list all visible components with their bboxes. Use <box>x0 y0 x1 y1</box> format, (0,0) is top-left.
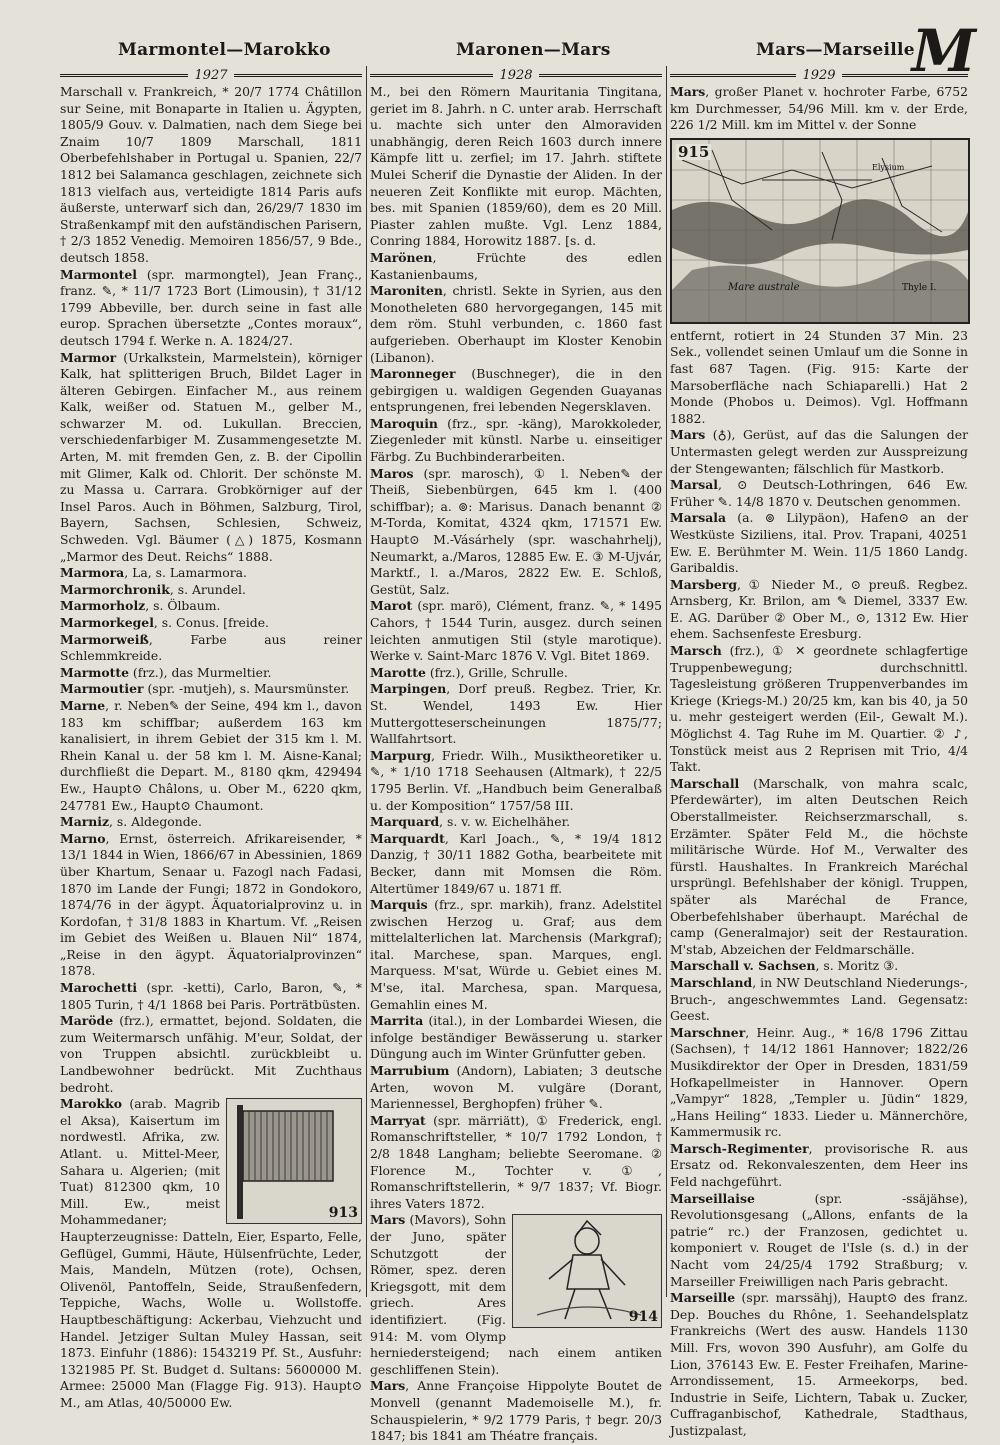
headword: Marschland <box>670 974 753 990</box>
headword: Marrita <box>370 1013 424 1029</box>
column-number-text: 1927 <box>194 67 228 83</box>
entry-marokko-cont: M., bei den Römern Mauritania Tingitana, geriet im 8. Jahrh. n C. unter arab. Herrschaft u. machte sich unter den Almoraviden unabhängig, deren Reich 1603 durch innere Kämpfe litt u. zerfiel; im 17. Jahrh. stiftete Mulei Scherif die Dynastie der Aliden. In der neueren Zeit Konflikte mit europ. Mächten, bes. mit Spanien (1859/60), dem es 20 Mill. Piaster zahlen mußte. Vgl. Lenz 1884, Conring 1884, Horowitz 1887. [s. d. <box>370 84 662 249</box>
entry-marryat: Marryat (spr. märriätt), ① Frederick, engl. Romanschriftsteller, * 10/7 1792 London, † 2/8 1848 Langham; beliebte Seeromane. ② Florence M., Tochter v. ①, Romanschriftstellerin, * 9/7 1837; Vf. Biogr. ihres Vaters 1872. <box>370 1112 662 1211</box>
entry-maroniten: Maroniten, christl. Sekte in Syrien, aus den Monotheleten 680 hervorgegangen, 145 mit dem röm. Stuhl verbunden, c. 1860 fast aufgerieben. Oberhaupt im Kloster Kenobin (Libanon). <box>370 283 662 365</box>
flag-figure <box>226 1098 362 1224</box>
entry-marsal: Marsal, ⊙ Deutsch-Lothringen, 646 Ew. Früher ✎. 14/8 1870 v. Deutschen genommen. <box>670 477 968 509</box>
headword: Maroquin <box>370 415 438 431</box>
entry-mars-nautical: Mars (♁), Gerüst, auf das die Salungen der Untermasten gelegt werden zur Ausspreizung der Stengewanten; fälschlich für Mastkorb. <box>670 427 968 476</box>
headword: Marquis <box>370 897 428 913</box>
running-head-right: Mars—Marseille <box>756 40 915 60</box>
text-column-1 <box>60 84 362 1410</box>
entry-marsch-regimenter: Marsch-Regimenter, provisorische R. aus Ersatz od. Rekonvaleszenten, dem Heer ins Feld nachgeführt. <box>670 1140 968 1190</box>
section-letter: M <box>911 17 976 85</box>
entry-mars-actress: Mars, Anne Françoise Hippolyte Boutet de Monvell (genannt Mademoiselle M.), fr. Schauspielerin, * 9/2 1779 Paris, † begr. 20/3 1847; bis 1841 am Théatre français. <box>370 1378 662 1444</box>
entry-marquis: Marquis (frz., spr. markih), franz. Adelstitel zwischen Herzog u. Graf; aus dem mittelalterlichen lat. Marchensis (Markgraf); ital. Marchese, span. Marques, engl. Marquess. M'sat, Würde u. Gebiet eines M. M'se, ital. Marchesa, span. Marquesa, Gemahlin eines M. <box>370 897 662 1012</box>
headword: Marschner <box>670 1024 746 1040</box>
text-column-3 <box>670 84 968 1438</box>
entry-marokko: Marokko (arab. Magrib el Aksa), Kaisertum im nordwestl. Afrika, zw. Atlant. u. Mittel-Meer, Sahara u. Algerien; (mit Tuat) 812300 qkm, 10 Mill. Ew., meist Mohammedaner; Haupterzeugnisse: Datteln, Eier, Esparto, Felle, Geflügel, Gummi, Häute, Hülsenfrüchte, Leder, Mais, Mandeln, Mützen (rote), Ochsen, Olivenöl, Pantoffeln, Seide, Straußenfedern, Teppiche, Wachs, Wolle u. Wollstoffe. Hauptbeschäftigung: Ackerbau, Viehzucht und Handel. Jetziger Sultan Muley Hassan, seit 1873. Einfuhr (1886): 1543219 Pf. St., Ausfuhr: 1321985 Pf. St. Budget d. Sultans: 5600000 M. Armee: 25000 Man (Flagge Fig. 913). Haupt⊙ M., am Atlas, 40/50000 Ew. <box>60 1096 362 1410</box>
entry-marmorholz: Marmorholz, s. Ölbaum. <box>60 598 221 614</box>
entry-marquardt: Marquardt, Karl Joach., ✎, * 19/4 1812 Danzig, † 30/11 1882 Gotha, bearbeitete mit Becker, dann mit Momsen die Röm. Altertümer 1849/67 u. 1871 ff. <box>370 830 662 896</box>
map-label-mare-australe: Mare australe <box>728 281 800 293</box>
headword: Marot <box>370 598 413 614</box>
entry-marmorweiss: Marmorweiß, Farbe aus reiner Schlemmkreide. <box>60 631 362 664</box>
entry-marmorchronik: Marmorchronik, s. Arundel. <box>60 581 246 597</box>
entry-marseille: Marseille (spr. marssähj), Haupt⊙ des franz. Dep. Bouches du Rhône, 1. Seehandelsplatz Frankreichs (Wert des ausw. Handels 1130 Mill. Frs, wovon 390 Ausfuhr), am Golfe du Lion, 376143 Ew. E. Fester Freihafen, Marine-Arrondissement, 15. Armeekorps, bed. Industrie in Seife, Lichtern, Tabak u. Zucker, Cuffraganbischof, Kathedrale, Stadthaus, Justizpalast, <box>670 1290 968 1438</box>
headword: Marryat <box>370 1112 426 1128</box>
entry-marmont-cont: Marschall v. Frankreich, * 20/7 1774 Châtillon sur Seine, mit Bonaparte in Italien u. Ägypten, 1805/9 Gouv. v. Dalmatien, nach dem Siege bei Znaim 10/7 1809 Marschall, 1811 Oberbefehlshaber in Portugal u. Spanien, 22/7 1812 bei Salamanca geschlagen, zeichnete sich 1813 vielfach aus, verteidigte 1814 Paris aufs äußerste, unterwarf sich dan, 26/29/7 1830 im Straßenkampf mit den aufständischen Parisern, † 2/3 1852 Venedig. Memoiren 1856/57, 9 Bde., deutsch 1858. <box>60 84 362 265</box>
headword: Marochetti <box>60 980 138 996</box>
entry-marne: Marne, r. Neben✎ der Seine, 494 km l., davon 183 km schiffbar; außerdem 163 km kanalisiert, in ihrem Gebiet der 315 km l. M. Rhein Kanal u. der 58 km l. M. Aisne-Kanal; durchfließt die Depart. M., 8180 qkm, 429494 Ew., Haupt⊙ Châlons, u. Ober M., 6220 qkm, 247781 Ew., Haupt⊙ Chaumont. <box>60 697 362 813</box>
headword: Marokko <box>60 1096 122 1112</box>
headword: Marönen <box>370 249 433 265</box>
headword: Mars <box>670 84 706 99</box>
headword: Marmontel <box>60 266 137 282</box>
entry-marochetti: Marochetti (spr. -ketti), Carlo, Baron, ✎, * 1805 Turin, † 4/1 1868 bei Paris. Porträtbüsten. <box>60 980 362 1012</box>
entry-marquard: Marquard, s. v. w. Eichelhäher. <box>370 814 571 830</box>
running-head-left: Marmontel—Marokko <box>118 40 331 60</box>
entry-marschner: Marschner, Heinr. Aug., * 16/8 1796 Zittau (Sachsen), † 14/12 1861 Hannover; 1822/26 Musikdirektor der Oper in Dresden, 1831/59 Hofkapellmeister in Hannover. Opern „Vampyr“ 1828, „Templer u. Jüdin“ 1829, „Hans Heiling“ 1833. Lieder u. Männerchöre, Kammermusik rc. <box>670 1024 968 1140</box>
headword: Marno <box>60 830 106 846</box>
entry-mars-planet-cont: entfernt, rotiert in 24 Stunden 37 Min. 23 Sek., vollendet seinen Umlauf um die Sonne in fast 687 Tagen. (Fig. 915: Karte der Marsoberfläche nach Schiaparelli.) Hat 2 Monde (Phobos u. Deimos). Vgl. Hoffmann 1882. <box>670 327 968 426</box>
headword: Marseillaise <box>670 1190 755 1206</box>
column-number-text: 1928 <box>499 67 533 83</box>
headword: Marschall <box>670 775 740 791</box>
column-number-text: 1929 <box>802 67 836 83</box>
entry-marode: Maröde (frz.), ermattet, bejond. Soldaten, die zum Weitermarsch unfähig. M'eur, Soldat, der von Truppen absichtl. zurückbleibt u. Landbewohner bedrückt. Mit Zuchthaus bedroht. <box>60 1013 362 1095</box>
text-column-2 <box>370 84 662 1444</box>
headword: Marotte <box>370 664 426 680</box>
entry-marot: Marot (spr. marö), Clément, franz. ✎, * 1495 Cahors, † 1544 Turin, ausgez. durch seinen leichten anmutigen Stil (style marotique). Werke v. Saint-Marc 1876 V. Vgl. Bitet 1869. <box>370 598 662 664</box>
headword: Maronneger <box>370 366 456 382</box>
headword: Marsal <box>670 477 718 493</box>
headword: Marmorweiß <box>60 631 149 647</box>
entry-maroquin: Maroquin (frz., spr. -käng), Marokkoleder, Ziegenleder mit künstl. Narbe u. einseitiger Färbg. Zu Buchbinderarbeiten. <box>370 415 662 465</box>
entry-marmotte: Marmotte (frz.), das Murmeltier. <box>60 664 272 680</box>
entry-marmoutier: Marmoutier (spr. -mutjeh), s. Maursmünster. <box>60 681 350 697</box>
headword: Marsberg <box>670 576 737 592</box>
headword: Marrubium <box>370 1063 450 1079</box>
headword: Marne <box>60 697 106 713</box>
map-label-elysium: Elysium <box>872 162 905 172</box>
mars-figure-label: 914 <box>628 1308 658 1325</box>
entry-marpingen: Marpingen, Dorf preuß. Regbez. Trier, Kr. St. Wendel, 1493 Ew. Hier Muttergotteserscheinungen 1875/77; Wallfahrtsort. <box>370 681 662 747</box>
headword: Marmorholz <box>60 598 146 614</box>
entry-marrita: Marrita (ital.), in der Lombardei Wiesen, die infolge beständiger Bewässerung u. starker Düngung auch im Winter Grünfutter geben. <box>370 1013 662 1062</box>
headword: Marpingen <box>370 681 447 697</box>
entry-marseillaise: Marseillaise (spr. -ssäjähse), Revolutionsgesang („Allons, enfants de la patrie“ rc.) der Franzosen, gedichtet u. komponiert v. Rouget de l'Isle (s. d.) in der Nacht vom 24/25/4 1792 Straßburg; v. Marseiller Freiwilligen nach Paris gebracht. <box>670 1190 968 1289</box>
headword: Marmorchronik <box>60 581 170 597</box>
headword: Marquardt <box>370 830 445 846</box>
headword: Mars <box>670 427 706 443</box>
mars-figure <box>512 1214 662 1328</box>
flag-figure-label: 913 <box>328 1204 358 1221</box>
map-label-thyle: Thyle I. <box>902 282 937 293</box>
headword: Marschall v. Sachsen <box>670 958 816 974</box>
running-head-middle: Maronen—Mars <box>456 40 611 60</box>
entry-marrubium: Marrubium (Andorn), Labiaten; 3 deutsche Arten, wovon M. vulgäre (Dorant, Mariennessel, Berghopfen) früher ✎. <box>370 1063 662 1112</box>
entry-marpurg: Marpurg, Friedr. Wilh., Musiktheoretiker u. ✎, * 1/10 1718 Seehausen (Altmark), † 22/5 1795 Berlin. Vf. „Handbuch beim Generalbaß u. der Komposition“ 1757/58 III. <box>370 747 662 813</box>
column-number-2 <box>370 66 662 84</box>
mars-surface-map <box>670 138 970 324</box>
headword: Maroniten <box>370 283 443 299</box>
headword: Marniz <box>60 814 110 830</box>
headword: Maros <box>370 465 414 481</box>
entry-marsch: Marsch (frz.), ① ✕ geordnete schlagfertige Truppenbewegung; durchschnittl. Tagesleistung größeren Truppenverbandes im Kriege (Kriegs-M.) 20/25 km, kan bis 40, ja 50 u. mehr gesteigert werden (Eil-, Gewalt M.). Möglichst 4. Tag Ruhe im M. Quartier. ② ♪, Tonstück meist aus 2 Reprisen mit Trio, 4/4 Takt. <box>670 643 968 775</box>
entry-marno: Marno, Ernst, österreich. Afrikareisender, * 13/1 1844 in Wien, 1866/67 in Abessinien, 1869 über Khartum, Senaar u. Fazogl nach Fadasi, 1870 im Lande der Fungi; 1872 in Gondokoro, 1874/76 in der ägypt. Äquatorialprovinz u. in Kordofan, † 31/8 1883 in Khartum. Vf. „Reisen im Gebiet des Weißen u. Blauen Nil“ 1874, „Reise in den ägypt. Äquatorialprovinzen“ 1878. <box>60 830 362 979</box>
headword: Marquard <box>370 814 440 830</box>
entry-marnix: Marniz, s. Aldegonde. <box>60 814 202 830</box>
entry-mars-planet: Mars, großer Planet v. hochroter Farbe, 6752 km Durchmesser, 54/96 Mill. km v. der Erde, 226 1/2 Mill. km im Mittel v. der Sonne <box>670 84 968 133</box>
column-divider <box>666 66 667 1297</box>
headword: Marsch <box>670 643 722 659</box>
entry-marotte: Marotte (frz.), Grille, Schrulle. <box>370 664 568 680</box>
entry-marschall: Marschall (Marschalk, von mahra scalc, Pferdewärter), im alten Deutschen Reich Oberstallmeister. Reichserzmarschall, s. Erzämter. Später Feld M., die höchste militärische Würde. Hof M., Verwalter des fürstl. Haushaltes. In Frankreich Maréchal ursprüngl. Befehlshaber der königl. Truppen, später als Maréchal de France, Oberbefehlshaber überhaupt. Maréchal de camp (Generalmajor) seit der Restauration. M'stab, Abzeichen der Feldmarschälle. <box>670 775 968 957</box>
map-figure-number: 915 <box>678 142 710 161</box>
entry-maronen: Marönen, Früchte des edlen Kastanienbaums, <box>370 249 662 282</box>
headword: Marmoutier <box>60 681 144 697</box>
entry-marsberg: Marsberg, ① Nieder M., ⊙ preuß. Regbez. Arnsberg, Kr. Brilon, am ✎ Diemel, 3337 Ew. E. AG. Darüber ② Ober M., ⊙, 1312 Ew. Hier ehem. Sachsenfeste Eresburg. <box>670 576 968 642</box>
entry-marmor: Marmor (Urkalkstein, Marmelstein), körniger Kalk, hat splitterigen Bruch, Bildet Lager in älteren Gebirgen. Einfacher M., aus reinem Kalk, weißer od. Statuen M., gelber M., schwarzer M. od. Lukullan. Breccien, verschiedenfarbiger M. Zusammengesetzte M. Arten, M. mit fremden Gen, z. B. der Cipollin mit Glimer, Kalk od. Chlorit. Der schönste M. zu Massa u. Carrara. Grobkörniger auf der Insel Paros. Auch in Böhmen, Salzburg, Tirol, Bayern, Sachsen, Schlesien, Schweiz, Schweden. Vgl. Bäumer (△) 1875, Kosmann „Marmor des Deut. Reichs“ 1888. <box>60 349 362 564</box>
headword: Maröde <box>60 1013 114 1029</box>
headword: Marmor <box>60 349 117 365</box>
map-graphic <box>672 140 968 322</box>
headword: Marseille <box>670 1290 736 1306</box>
entry-marmora: Marmora, La, s. Lamarmora. <box>60 565 247 581</box>
headword: Marmorkegel <box>60 615 154 630</box>
headword: Mars <box>370 1378 406 1394</box>
entry-marschall-sachsen: Marschall v. Sachsen, s. Moritz ③. <box>670 958 899 974</box>
entry-marmorkegel: Marmorkegel, s. Conus. [freide. <box>60 615 269 630</box>
headword: Mars <box>370 1212 406 1228</box>
entry-marschland: Marschland, in NW Deutschland Niederungs-, Bruch-, angeschwemmtes Land. Gegensatz: Geest. <box>670 974 968 1024</box>
headword: Marsala <box>670 510 727 526</box>
headword: Marmora <box>60 565 125 581</box>
entry-mars-god: Mars (Mavors), Sohn der Juno, später Schutzgott der Römer, spez. deren Kriegsgott, mit dem griech. Ares identifiziert. (Fig. 914: M. vom Olymp herniedersteigend; nach einem antiken geschliffenen Stein). <box>370 1212 662 1377</box>
headword: Marsch-Regimenter <box>670 1140 809 1156</box>
column-number-3 <box>670 66 968 84</box>
headword: Marpurg <box>370 747 432 763</box>
entry-maronneger: Maronneger (Buschneger), die in den gebirgigen u. waldigen Gegenden Guayanas entsprungenen, frei lebenden Negersklaven. <box>370 366 662 415</box>
column-number-1 <box>60 66 362 84</box>
entry-maros: Maros (spr. marosch), ① l. Neben✎ der Theiß, Siebenbürgen, 645 km l. (400 schiffbar); a. ⊚: Marisus. Danach benannt ② M-Torda, Komitat, 4324 qkm, 171571 Ew. Haupt⊙ M.-Vásárhely (spr. waschahrhelj), Neumarkt, a./Maros, 12885 Ew. E. ③ M-Ujvár, Marktf., l. a./Maros, 2822 Ew. E. Schloß, Gestüt, Salz. <box>370 465 662 597</box>
entry-marmontel: Marmontel (spr. marmongtel), Jean Franç., franz. ✎, * 11/7 1723 Bort (Limousin), † 31/12 1799 Abbeville, ber. durch seine in fast alle europ. Sprachen übersetzte „Contes moraux“, deutsch 1794 f. Werke n. A. 1824/27. <box>60 266 362 348</box>
headword: Marmotte <box>60 664 129 680</box>
entry-marsala: Marsala (a. ⊚ Lilypäon), Hafen⊙ an der Westküste Siziliens, ital. Prov. Trapani, 40251 Ew. E. Berühmter M. Wein. 11/5 1860 Landg. Garibaldis. <box>670 510 968 576</box>
column-divider <box>366 66 367 1297</box>
